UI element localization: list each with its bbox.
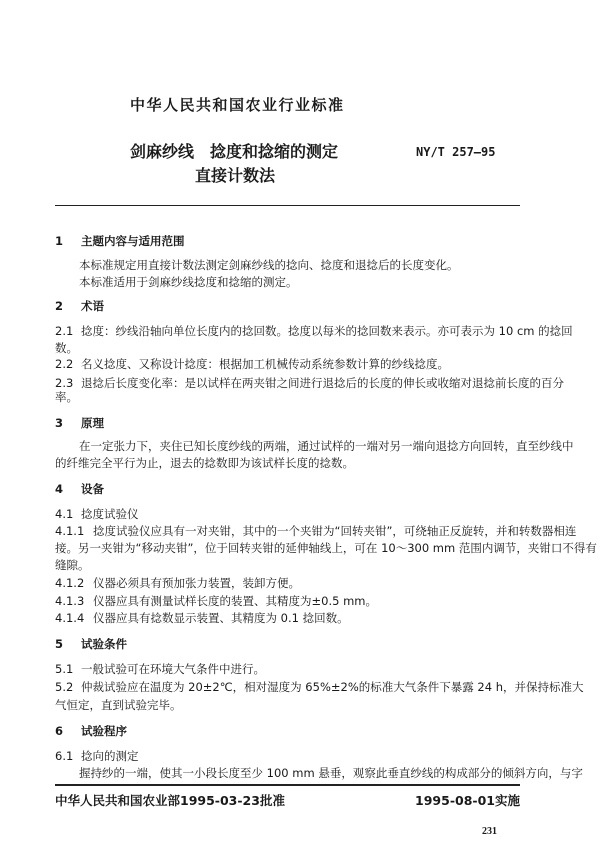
- clause-text: 气恒定，直到试验完毕。: [55, 698, 182, 712]
- doc-subtitle: 直接计数法: [195, 166, 276, 185]
- section-1-heading: 1 主题内容与适用范围: [55, 234, 185, 248]
- clause-4-1-4: 4.1.4 仪器应具有捻数显示装置、其精度为 0.1 捻回数。: [55, 611, 349, 625]
- approval-date: 中华人民共和国农业部1995-03-23批准: [55, 793, 285, 808]
- clause-2-2: 2.2 名义捻度、又称设计捻度：根据加工机械传动系统参数计算的纱线捻度。: [55, 357, 449, 371]
- paragraph: 本标准适用于剑麻纱线捻度和捻缩的测定。: [79, 275, 298, 289]
- section-2-heading: 2 术语: [55, 299, 104, 313]
- clause-4-1: 4.1 捻度试验仪: [55, 507, 139, 521]
- section-4-heading: 4 设备: [55, 482, 104, 496]
- clause-4-1-1: 4.1.1 捻度试验仪应具有一对夹钳，其中的一个夹钳为“回转夹钳”，可绕轴正反旋转，并和转数器相连: [55, 524, 577, 538]
- doc-title: 剑麻纱线 捻度和捻缩的测定: [130, 142, 339, 161]
- paragraph: 本标准规定用直接计数法测定剑麻纱线的捻向、捻度和退捻后的长度变化。: [79, 258, 459, 272]
- clause-5-1: 5.1 一般试验可在环境大气条件中进行。: [55, 662, 265, 676]
- clause-5-2: 5.2 仲裁试验应在温度为 20±2℃，相对湿度为 65%±2%的标准大气条件下暴露 24 h，并保持标准大: [55, 680, 584, 694]
- standard-org: 中华人民共和国农业行业标准: [130, 96, 345, 114]
- clause-6-1: 6.1 捻向的测定: [55, 749, 139, 763]
- paragraph: 握持纱的一端，使其一小段长度至少 100 mm 悬垂，观察此垂直纱线的构成部分的倾斜方向，与字: [79, 766, 583, 780]
- page-number: 231: [482, 826, 497, 837]
- standard-code: NY/T 257—95: [416, 145, 496, 159]
- clause-text: 率。: [55, 390, 78, 404]
- header-rule: [55, 205, 520, 206]
- clause-text: 接。另一夹钳为“移动夹钳”，位于回转夹钳的延伸轴线上，可在 10～300 mm 范围内调节，夹钳口不得有: [55, 541, 597, 555]
- footer-rule: [55, 784, 520, 786]
- clause-text: 缝隙。: [55, 558, 90, 572]
- clause-2-3: 2.3 退捻后长度变化率：是以试样在两夹钳之间进行退捻后的长度的伸长或收缩对退捻前长度的百分: [55, 376, 564, 390]
- clause-4-1-3: 4.1.3 仪器应具有测量试样长度的装置、其精度为±0.5 mm。: [55, 594, 377, 608]
- effective-date: 1995-08-01实施: [415, 793, 520, 808]
- section-3-heading: 3 原理: [55, 416, 104, 430]
- paragraph: 在一定张力下，夹住已知长度纱线的两端，通过试样的一端对另一端向退捻方向回转，直至纱线中: [79, 439, 574, 453]
- section-6-heading: 6 试验程序: [55, 724, 127, 738]
- clause-text: 数。: [55, 341, 78, 355]
- clause-2-1: 2.1 捻度：纱线沿轴向单位长度内的捻回数。捻度以每米的捻回数来表示。亦可表示为 10 cm 的捻回: [55, 324, 573, 338]
- section-5-heading: 5 试验条件: [55, 637, 127, 651]
- clause-4-1-2: 4.1.2 仪器必须具有预加张力装置，装卸方便。: [55, 576, 300, 590]
- paragraph: 的纤维完全平行为止，退去的捻数即为该试样长度的捻数。: [55, 456, 354, 470]
